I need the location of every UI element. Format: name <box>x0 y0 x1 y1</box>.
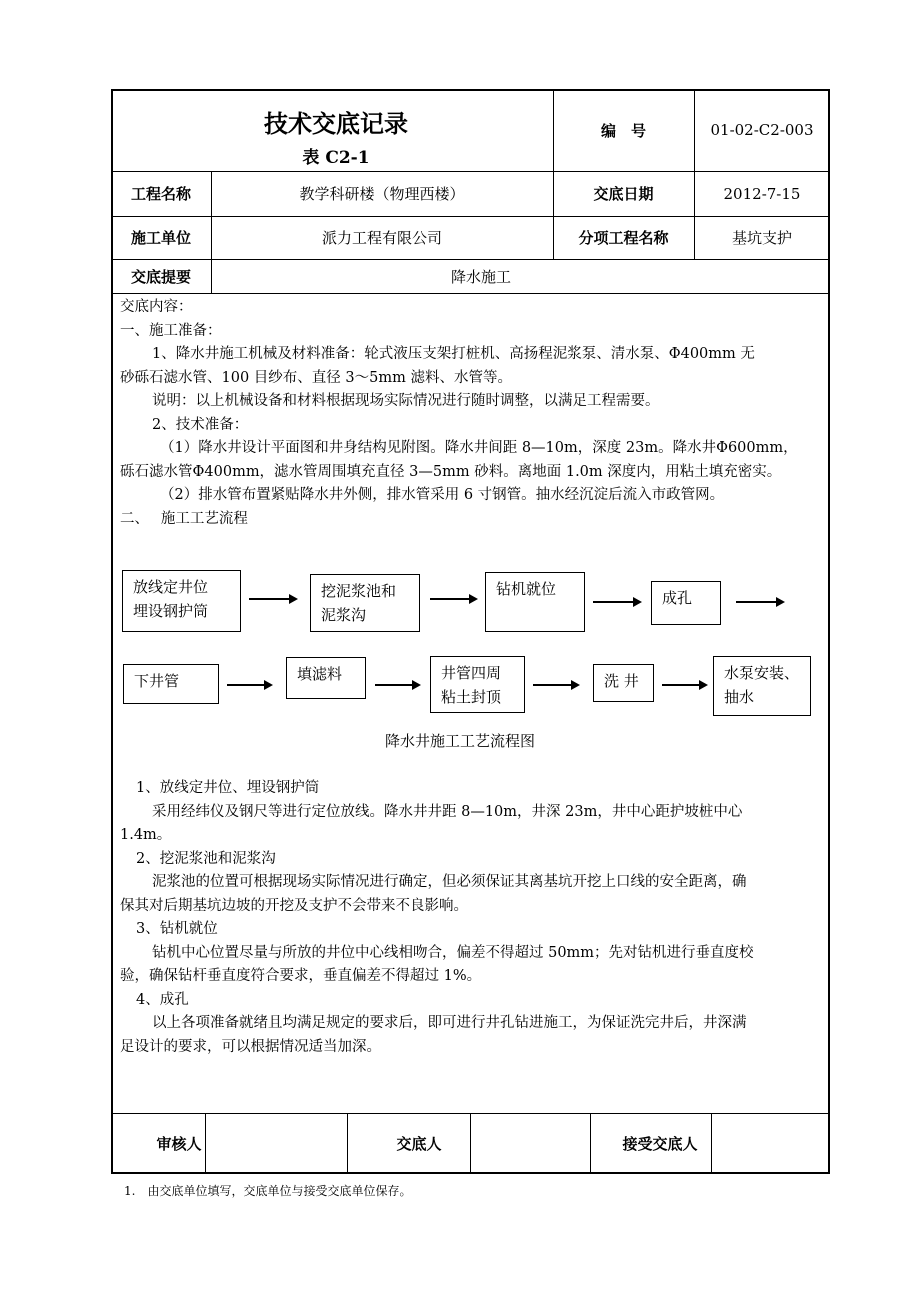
document-title: 技术交底记录 <box>264 109 408 138</box>
paragraph: 采用经纬仪及钢尺等进行定位放线。降水井井距 8—10m，井深 23m，井中心距护坡桩中心 <box>152 803 743 820</box>
project-name-label: 工程名称 <box>130 185 191 203</box>
paragraph: 1、降水井施工机械及材料准备：轮式液压支架打桩机、高扬程泥浆泵、清水泵、Φ400mm 无 <box>152 346 755 362</box>
flow-arrow <box>249 598 296 600</box>
flow-arrow <box>736 601 783 603</box>
flow-step-box: 水泵安装、 抽水 <box>713 656 811 716</box>
content-heading: 交底内容： <box>120 299 193 315</box>
step-title: 2、挖泥浆池和泥浆沟 <box>136 850 276 867</box>
flow-arrow <box>662 684 706 686</box>
discloser-label: 交底人 <box>396 1135 442 1153</box>
reviewer-label: 审核人 <box>156 1135 202 1153</box>
flow-step-box: 洗 井 <box>593 664 654 702</box>
section-2-title: 二、 施工工艺流程 <box>120 510 248 527</box>
paragraph: （2）排水管布置紧贴降水井外侧，排水管采用 6 寸钢管。抽水经沉淀后流入市政管网。 <box>160 487 725 503</box>
paragraph: 1.4m。 <box>120 827 172 843</box>
summary-label: 交底提要 <box>130 267 191 286</box>
flow-arrow <box>593 601 640 603</box>
paragraph: 足设计的要求，可以根据情况适当加深。 <box>120 1038 381 1055</box>
date-label: 交底日期 <box>593 185 654 203</box>
flow-step-box: 下井管 <box>123 664 219 704</box>
number-label: 编 号 <box>600 121 646 140</box>
subproject-value: 基坑支护 <box>731 229 792 247</box>
flow-step-box: 放线定井位 埋设钢护筒 <box>122 570 241 632</box>
step-title: 3、钻机就位 <box>136 921 218 937</box>
paragraph: 泥浆池的位置可根据现场实际情况进行确定，但必须保证其离基坑开挖上口线的安全距离，确 <box>152 874 747 890</box>
flow-step-box: 填滤料 <box>286 657 366 699</box>
flow-arrow <box>227 684 271 686</box>
flow-step-box: 井管四周 粘土封顶 <box>430 656 525 713</box>
section-1-title: 一、施工准备： <box>120 322 222 339</box>
flow-step-box: 挖泥浆池和 泥浆沟 <box>310 574 420 632</box>
paragraph: 砾石滤水管Φ400mm，滤水管周围填充直径 3—5mm 砂料。离地面 1.0m 深度内，用粘土填充密实。 <box>120 463 782 480</box>
paragraph: 以上各项准备就绪且均满足规定的要求后，即可进行井孔钻进施工，为保证洗完井后，井深满 <box>152 1015 747 1031</box>
form-code: 表 C2-1 <box>302 147 370 168</box>
flow-step-box: 成孔 <box>651 581 721 625</box>
number-value: 01-02-C2-003 <box>710 121 814 139</box>
contractor-value: 派力工程有限公司 <box>321 229 442 247</box>
summary-value: 降水施工 <box>450 267 511 286</box>
flowchart-caption: 降水井施工工艺流程图 <box>384 732 535 750</box>
project-name-value: 教学科研楼（物理西楼） <box>299 185 465 203</box>
subproject-label: 分项工程名称 <box>578 229 669 247</box>
paragraph: 钻机中心位置尽量与所放的井位中心线相吻合，偏差不得超过 50mm；先对钻机进行垂直度校 <box>152 944 754 961</box>
footnote: 1. 由交底单位填写，交底单位与接受交底单位保存。 <box>124 1184 412 1198</box>
flow-step-box: 钻机就位 <box>485 572 585 632</box>
step-title: 4、成孔 <box>136 991 189 1008</box>
paragraph: 砂砾石滤水管、100 目纱布、直径 3～5mm 滤料、水管等。 <box>120 369 512 386</box>
flow-arrow <box>430 598 476 600</box>
paragraph: 说明：以上机械设备和材料根据现场实际情况进行随时调整，以满足工程需要。 <box>152 393 660 409</box>
receiver-label: 接受交底人 <box>622 1135 698 1153</box>
paragraph: （1）降水井设计平面图和井身结构见附图。降水井间距 8—10m，深度 23m。降水井Φ600mm， <box>160 440 798 456</box>
paragraph: 保其对后期基坑边坡的开挖及支护不会带来不良影响。 <box>120 897 468 914</box>
content-part-2 <box>120 777 820 1059</box>
flow-arrow <box>533 684 578 686</box>
paragraph: 2、技术准备： <box>152 416 249 433</box>
divider <box>111 293 830 294</box>
content-part-1 <box>120 296 820 531</box>
flow-arrow <box>375 684 419 686</box>
paragraph: 验，确保钻杆垂直度符合要求，垂直偏差不得超过 1%。 <box>120 968 482 984</box>
step-title: 1、放线定井位、埋设钢护筒 <box>136 780 320 796</box>
contractor-label: 施工单位 <box>130 229 191 247</box>
date-value: 2012-7-15 <box>723 184 801 203</box>
